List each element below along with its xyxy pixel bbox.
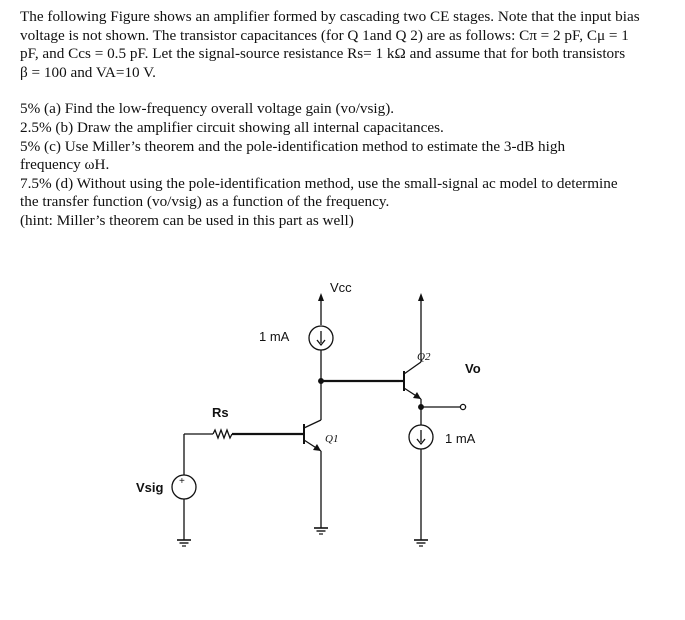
rs-resistor [213, 430, 232, 438]
current-source-2-label: 1 mA [445, 431, 476, 446]
part-d-line-2: the transfer function (vo/vsig) as a function of the frequency. [20, 193, 390, 211]
vo-label: Vo [465, 361, 481, 376]
intro-line-1: The following Figure shows an amplifier formed by cascading two CE stages. Note that the input bias [20, 8, 640, 25]
q2-collector [404, 362, 421, 374]
part-d-line-1: 7.5% (d) Without using the pole-identification method, use the small-signal ac model to determine [20, 174, 618, 192]
vcc-arrow-right [418, 293, 424, 301]
intro-line-3: pF, and Ccs = 0.5 pF. Let the signal-source resistance Rs= 1 kΩ and assume that for both transistors [20, 45, 626, 63]
part-a: 5% (a) Find the low-frequency overall voltage gain (vo/vsig). [20, 100, 395, 118]
part-b: 2.5% (b) Draw the amplifier circuit showing all internal capacitances. [20, 118, 444, 136]
part-c-line-2: frequency ωH. [20, 156, 110, 174]
intro-line-2: voltage is not shown. The transistor capacitances (for Q 1and Q 2) are as follows: Cπ = 2 pF, Cμ = 1 [20, 26, 629, 44]
rs-label: Rs [212, 405, 229, 420]
vcc-arrow-left [318, 293, 324, 301]
current-source-1-label: 1 mA [259, 329, 290, 344]
vsig-label: Vsig [136, 480, 164, 495]
output-terminal [460, 404, 465, 409]
q1-label: Q1 [325, 433, 339, 445]
part-c-line-1: 5% (c) Use Miller’s theorem and the pole-identification method to estimate the 3-dB high [20, 137, 566, 155]
vcc-label: Vcc [330, 280, 352, 295]
intro-line-4: β = 100 and VA=10 V. [20, 63, 156, 81]
hint-line: (hint: Miller’s theorem can be used in this part as well) [20, 211, 354, 229]
q2-label: Q2 [417, 351, 431, 363]
vsig-plus-sign: + [179, 476, 185, 487]
q1-collector [304, 420, 321, 428]
